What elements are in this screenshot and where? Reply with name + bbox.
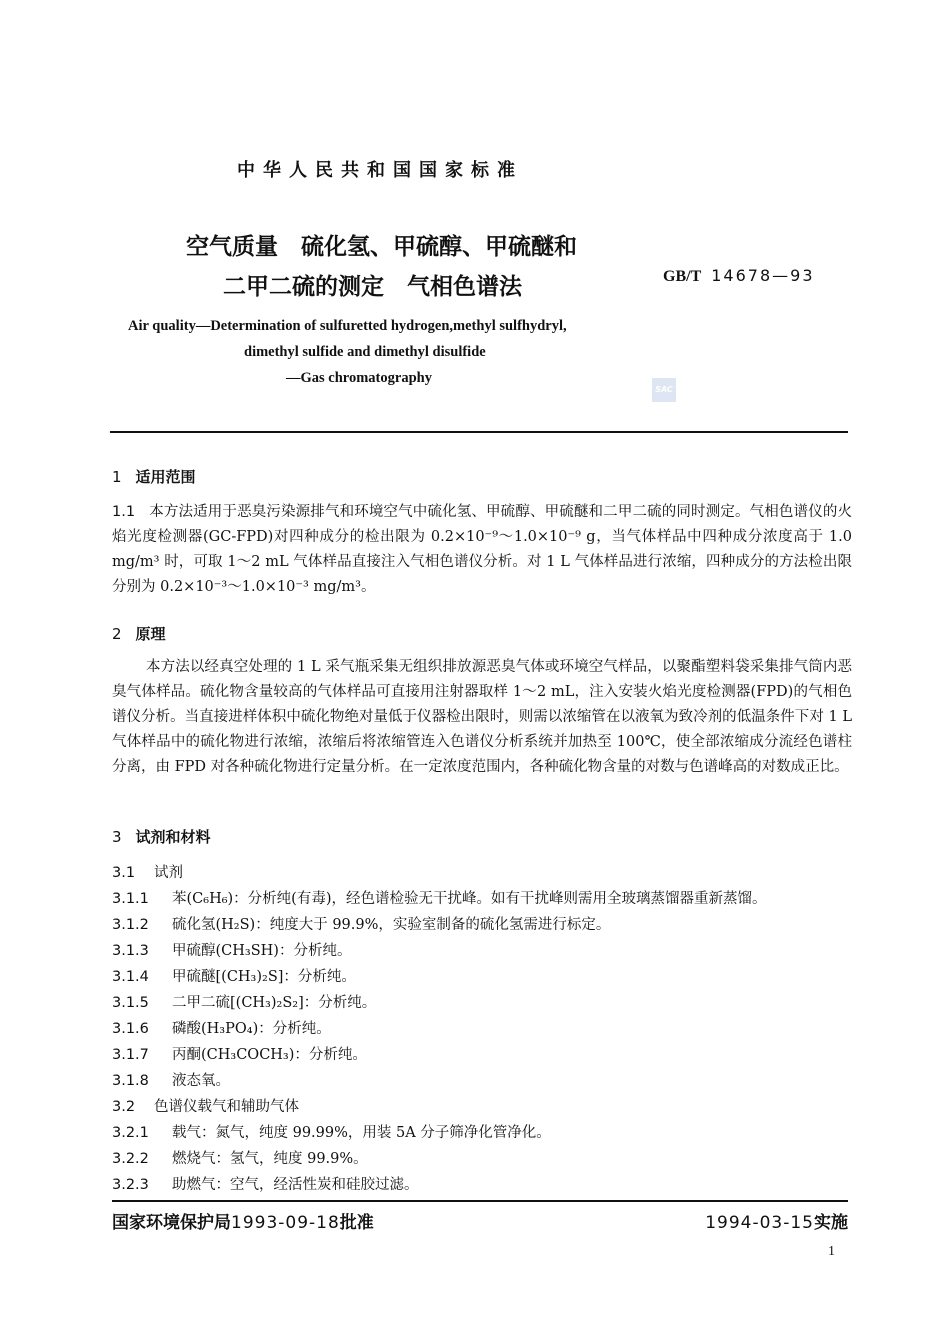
clause-text: 色谱仪载气和辅助气体 (154, 1099, 299, 1115)
standard-code (663, 266, 815, 286)
clause-number: 3.1 (112, 865, 136, 881)
clause-text: 二甲二硫[(CH₃)₂S₂]：分析纯。 (172, 995, 377, 1011)
approval-label: 批准 (339, 1213, 374, 1233)
section-title: 原理 (135, 625, 166, 643)
section-1-1-paragraph (112, 500, 852, 600)
clause-item (112, 914, 610, 936)
clause-number: 3.1.5 (112, 995, 149, 1011)
clause-text: 试剂 (154, 865, 183, 881)
effective-date: 1994-03-15 (705, 1213, 814, 1233)
section-number: 2 (112, 625, 122, 643)
clause-item (112, 1122, 551, 1144)
section-number: 1 (112, 468, 122, 486)
clause-number: 3.2.3 (112, 1177, 149, 1193)
clause-item (112, 1096, 299, 1118)
section-title: 试剂和材料 (135, 828, 211, 846)
clause-number: 3.1.8 (112, 1073, 149, 1089)
clause-number: 3.1.6 (112, 1021, 149, 1037)
clause-item (112, 940, 351, 962)
section-number: 3 (112, 828, 122, 846)
footer-divider (112, 1200, 848, 1202)
standard-code-number: 14678—93 (711, 266, 815, 285)
clause-text: 本方法适用于恶臭污染源排气和环境空气中硫化氢、甲硫醇、甲硫醚和二甲二硫的同时测定。气相色谱仪的火焰光度检测器(GC-FPD)对四种成分的检出限为 0.2×10⁻⁹～1.0×10⁻⁹ g，当气体样品中四种成分浓度高于 1.0 mg/m³ 时，可取 1～2 mL 气体样品直接注入气相色谱仪分析。对 1 L 气体样品进行浓缩，四种成分的方法检出限分别为 0.2×10⁻³～1.0×10⁻³ mg/m³。 (112, 504, 852, 595)
clause-text: 燃烧气：氢气，纯度 99.9%。 (172, 1151, 368, 1167)
clause-text: 甲硫醇(CH₃SH)：分析纯。 (172, 943, 352, 959)
clause-item (112, 966, 356, 988)
clause-item (112, 1044, 367, 1066)
clause-number: 3.2.2 (112, 1151, 149, 1167)
clause-item (112, 862, 183, 884)
section-title: 适用范围 (135, 468, 196, 486)
title-cn-line2: 二甲二硫的测定 气相色谱法 (223, 274, 522, 300)
approval-info (112, 1208, 374, 1233)
section-2-heading (112, 623, 166, 644)
clause-item (112, 1070, 230, 1092)
clause-item (112, 1148, 368, 1170)
clause-number: 3.2 (112, 1099, 136, 1115)
title-en-line1: Air quality—Determination of sulfuretted hydrogen,methyl sulfhydryl, (128, 318, 567, 334)
section-2-paragraph: 本方法以经真空处理的 1 L 采气瓶采集无组织排放源恶臭气体或环境空气样品，以聚酯塑料袋采集排气筒内恶臭气体样品。硫化物含量较高的气体样品可直接用注射器取样 1～2 mL，注入安装火焰光度检测器(FPD)的气相色谱仪分析。当直接进样体积中硫化物绝对量低于仪器检出限时，则需以浓缩管在以液氧为致冷剂的低温条件下对 1 L 气体样品中的硫化物进行浓缩，浓缩后将浓缩管连入色谱仪分析系统并加热至 100℃，使全部浓缩成分流经色谱柱分离，由 FPD 对各种硫化物进行定量分析。在一定浓度范围内，各种硫化物含量的对数与色谱峰高的对数成正比。 (112, 659, 852, 775)
clause-text: 硫化氢(H₂S)：纯度大于 99.9%，实验室制备的硫化氢需进行标定。 (172, 917, 611, 933)
clause-number: 3.2.1 (112, 1125, 149, 1141)
clause-text: 磷酸(H₃PO₄)：分析纯。 (172, 1021, 331, 1037)
clause-text: 液态氧。 (172, 1073, 230, 1089)
clause-text: 助燃气：空气，经活性炭和硅胶过滤。 (172, 1177, 419, 1193)
header-divider (110, 431, 848, 433)
page-number: 1 (828, 1244, 835, 1259)
standard-type-heading: 中华人民共和国国家标准 (237, 160, 523, 181)
section-3-heading (112, 826, 211, 847)
clause-number: 3.1.2 (112, 917, 149, 933)
approval-date: 1993-09-18 (231, 1213, 340, 1233)
clause-text: 丙酮(CH₃COCH₃)：分析纯。 (172, 1047, 367, 1063)
effective-info (705, 1208, 848, 1233)
issuer: 国家环境保护局 (112, 1213, 231, 1233)
clause-number: 3.1.7 (112, 1047, 149, 1063)
clause-item (112, 1018, 331, 1040)
effective-label: 实施 (814, 1213, 848, 1233)
clause-item (112, 992, 376, 1014)
standard-code-prefix: GB/T (663, 268, 702, 285)
title-en-line2: dimethyl sulfide and dimethyl disulfide (244, 344, 486, 360)
sac-logo-icon: SAC (652, 378, 676, 402)
clause-number: 3.1.3 (112, 943, 149, 959)
clause-number: 3.1.4 (112, 969, 149, 985)
clause-number: 1.1 (112, 504, 136, 520)
clause-text: 载气：氮气，纯度 99.99%，用装 5A 分子筛净化管净化。 (172, 1125, 551, 1141)
clause-item (112, 1174, 419, 1196)
clause-item (112, 888, 767, 910)
clause-text: 甲硫醚[(CH₃)₂S]：分析纯。 (172, 969, 356, 985)
clause-number: 3.1.1 (112, 891, 149, 907)
title-cn-line1: 空气质量 硫化氢、甲硫醇、甲硫醚和 (186, 234, 577, 260)
section-1-heading (112, 466, 196, 487)
clause-text: 苯(C₆H₆)：分析纯(有毒)，经色谱检验无干扰峰。如有干扰峰则需用全玻璃蒸馏器重新蒸馏。 (172, 891, 767, 907)
title-en-line3: —Gas chromatography (286, 370, 432, 386)
